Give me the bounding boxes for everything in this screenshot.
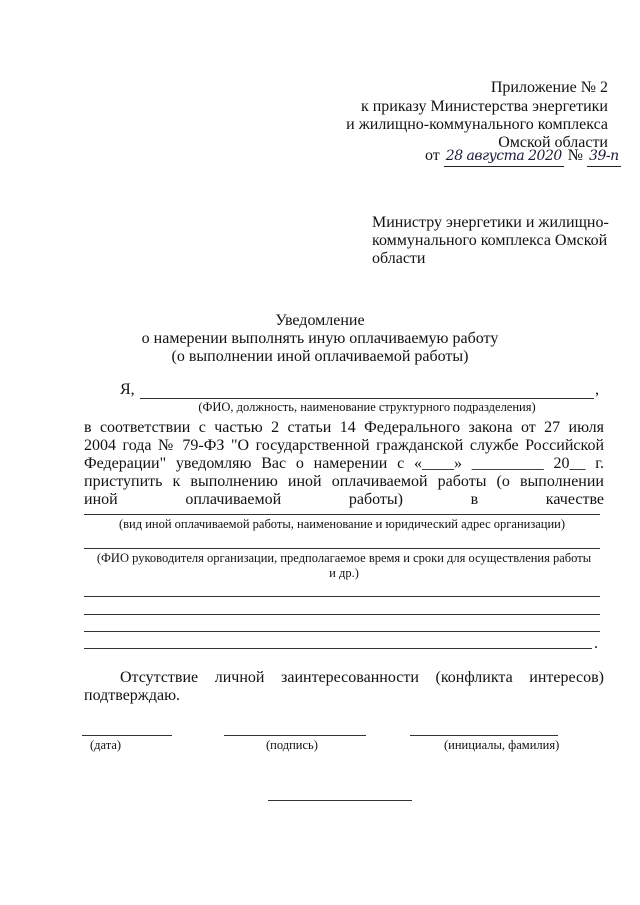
number-prefix: № [567, 147, 584, 164]
p1-line-1: в соответствии с частью 2 статьи 14 Федерального закона от 27 июля [84, 419, 604, 436]
doc-subtitle-2: (о выполнении иной оплачиваемой работы) [171, 348, 469, 365]
end-dot: . [594, 635, 598, 652]
i-label: Я, [120, 381, 135, 398]
blank-line-3 [84, 631, 600, 632]
addressee-line-2: коммунального комплекса Омской [372, 232, 608, 249]
handwritten-number: 39-п [587, 146, 621, 167]
date-label: (дата) [90, 738, 122, 752]
order-date-number [425, 146, 621, 167]
date-prefix: от [425, 147, 440, 164]
appendix-line-3: и жилищно-коммунального комплекса [346, 116, 608, 133]
appendix-line-2: к приказу Министерства энергетики [360, 98, 608, 115]
sign-underline [224, 735, 366, 736]
sign-label: (подпись) [266, 738, 318, 752]
doc-title: Уведомление [275, 312, 365, 329]
hint-work: (вид иной оплачиваемой работы, наименование и юридический адрес организации) [118, 517, 566, 531]
addressee-line-3: области [372, 250, 426, 267]
date-underline [82, 735, 172, 736]
p1-line-5: иной оплачиваемой работы) в качестве [84, 491, 604, 508]
work-underline [84, 514, 600, 515]
hint-head-2: и др.) [329, 566, 359, 580]
handwritten-date: 28 августа 2020 [444, 146, 564, 167]
blank-line-4 [84, 648, 592, 649]
appendix-line-1: Приложение № 2 [490, 79, 608, 96]
hint-fio: (ФИО, должность, наименование структурного подразделения) [198, 400, 536, 414]
blank-line-1 [84, 596, 600, 597]
conflict-line-1: Отсутствие личной заинтересованности (конфликта интересов) [120, 669, 604, 686]
p1-line-3: Федерации" уведомляю Вас о намерении с «____» _________ 20__ г. [84, 455, 604, 472]
addressee-line-1: Министру энергетики и жилищно- [372, 214, 609, 231]
doc-subtitle-1: о намерении выполнять иную оплачиваемую работу [141, 330, 499, 347]
blank-line-2 [84, 614, 600, 615]
name-underline [410, 735, 558, 736]
fio-underline [140, 398, 594, 399]
appendix-line-4: Омской области [498, 134, 608, 151]
fio-comma: , [595, 381, 599, 398]
head-underline [84, 548, 600, 549]
hint-head-1: (ФИО руководителя организации, предполагаемое время и сроки для осуществления работы [96, 551, 592, 565]
p1-line-4: приступить к выполнению иной оплачиваемой работы (о выполнении [84, 473, 604, 490]
name-label: (инициалы, фамилия) [444, 738, 560, 752]
p1-line-2: 2004 года № 79-ФЗ "О государственной гражданской службе Российской [84, 437, 604, 454]
conflict-line-2: подтверждаю. [84, 687, 181, 704]
bottom-separator [268, 800, 412, 801]
